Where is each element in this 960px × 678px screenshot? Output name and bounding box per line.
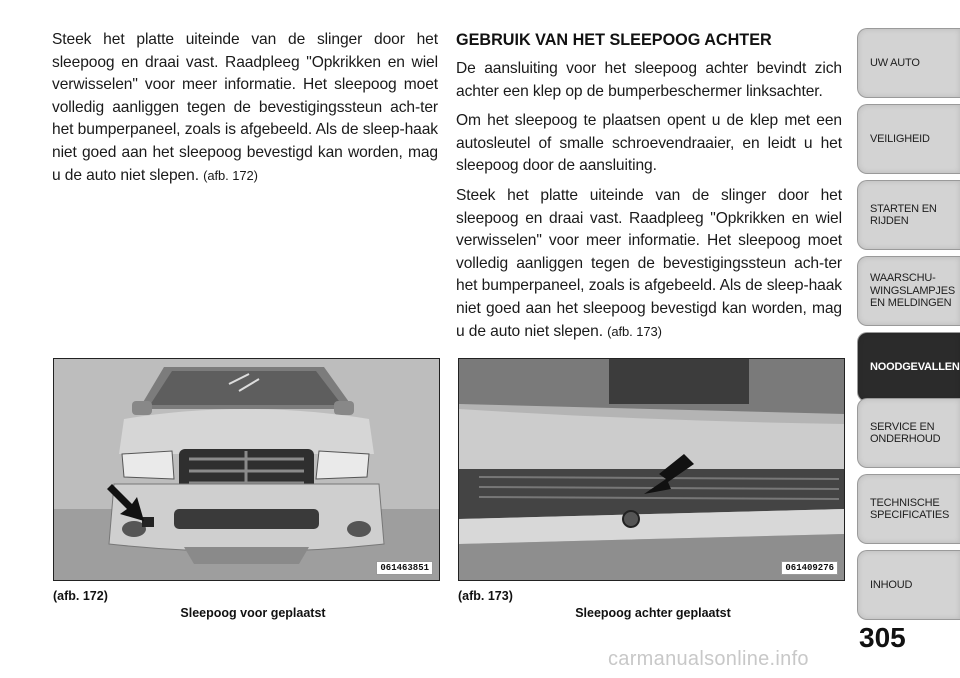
- figure-code: 061463851: [376, 561, 433, 575]
- car-front-illustration: [54, 359, 439, 580]
- page-number: 305: [859, 622, 906, 653]
- paragraph-3: Steek het platte uiteinde van de slinger door het sleepoog en draai vast. Raadpleeg "Opkrikken en wiel verwisselen" voor meer informatie. Het sleepoog moet volledig aanliggen tegen de bevestigingssteun ach-ter het bumperpaneel, zoals is afgebeeld. Als de sleep-haak niet goed aan het sleepoog bevestigd kan worden, mag u de auto niet slepen. (afb. 173): [456, 186, 842, 340]
- tab-label: SERVICE EN ONDERHOUD: [870, 420, 941, 445]
- paragraph-2: Om het sleepoog te plaatsen opent u de klep met een autosleutel of smalle schroevendraaier, en leidt u het sleepoog door de aansluiting.: [456, 112, 842, 175]
- figure-code: 061409276: [781, 561, 838, 575]
- tab-noodgevallen[interactable]: [857, 332, 960, 402]
- left-paragraph: Steek het platte uiteinde van de slinger door het sleepoog en draai vast. Raadpleeg "Opkrikken en wiel verwisselen" voor meer informatie. Het sleepoog moet volledig aanliggen tegen de bevestigingssteun ach-ter het bumperpaneel, zoals is afgebeeld. Als de sleep-haak niet goed aan het sleepoog bevestigd kan worden, mag u de auto niet slepen. (afb. 172): [52, 31, 438, 184]
- tab-label: TECHNISCHE SPECIFICATIES: [870, 496, 950, 521]
- tab-label: STARTEN EN RIJDEN: [870, 202, 937, 227]
- paragraph-1: De aansluiting voor het sleepoog achter bevindt zich achter een klep op de bumperbeschermer linksachter.: [456, 60, 842, 100]
- watermark: carmanualsonline.info: [608, 648, 809, 670]
- right-column: [456, 29, 842, 350]
- tab-inhoud[interactable]: [857, 550, 960, 620]
- tab-veiligheid[interactable]: [857, 104, 960, 174]
- tab-label: VEILIGHEID: [870, 132, 930, 145]
- tab-label: WAARSCHU- WINGSLAMPJES EN MELDINGEN: [870, 272, 956, 310]
- figure-reference: (afb. 173): [607, 323, 662, 339]
- tab-starten-en-rijden[interactable]: [857, 180, 960, 250]
- tab-service-en-onderhoud[interactable]: [857, 398, 960, 468]
- tab-label: UW AUTO: [870, 56, 920, 69]
- tab-waarschuwingslampjes[interactable]: [857, 256, 960, 326]
- left-column: [52, 29, 438, 194]
- figure-rear-tow-hook: [458, 358, 845, 581]
- figure-caption: Sleepoog voor geplaatst: [180, 606, 326, 620]
- tab-label: INHOUD: [870, 578, 913, 591]
- rear-bumper-illustration: [459, 359, 844, 580]
- figure-reference: (afb. 172): [203, 167, 258, 183]
- figure-front-tow-hook: [53, 358, 440, 581]
- tab-technische-specificaties[interactable]: [857, 474, 960, 544]
- figure-label: (afb. 173): [458, 589, 513, 603]
- tab-uw-auto[interactable]: [857, 28, 960, 98]
- figure-label: (afb. 172): [53, 589, 108, 603]
- section-heading: GEBRUIK VAN HET SLEEPOOG ACHTER: [456, 31, 772, 49]
- tab-label: NOODGEVALLEN: [870, 360, 960, 373]
- figure-caption: Sleepoog achter geplaatst: [575, 606, 731, 620]
